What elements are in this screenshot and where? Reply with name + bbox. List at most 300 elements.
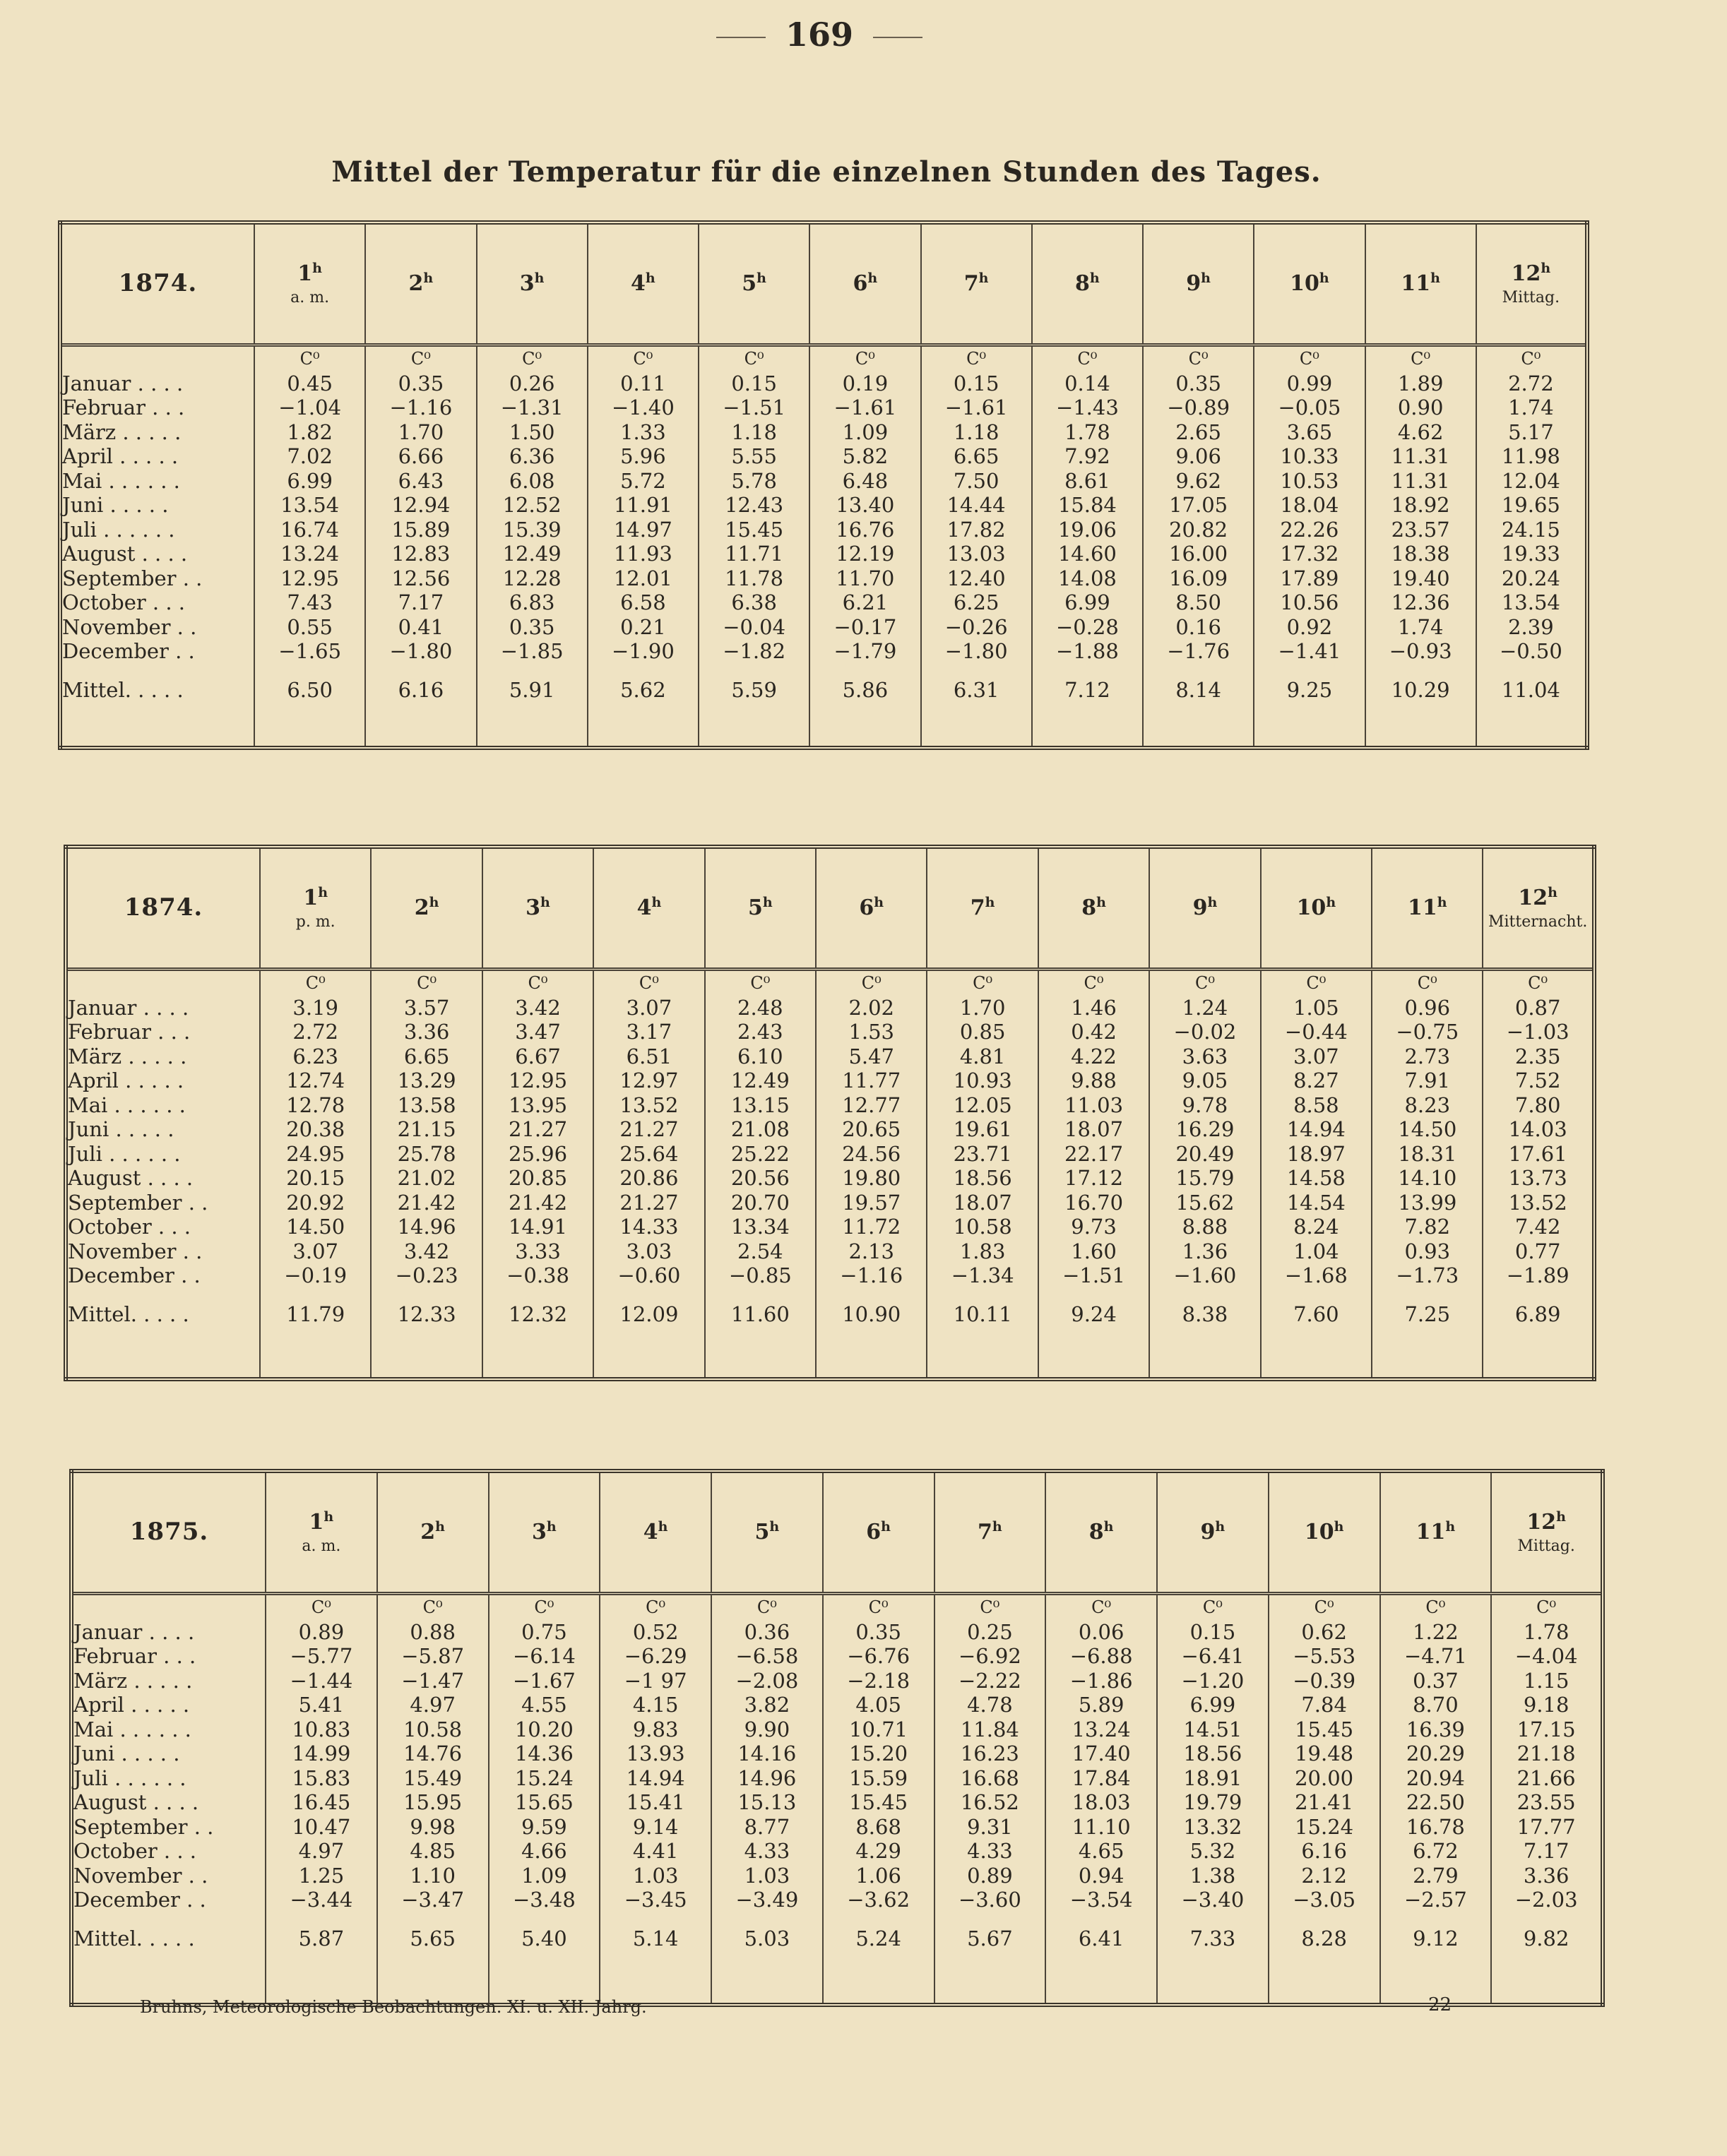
mittel-label: Mittel. . . . .	[73, 1926, 195, 1950]
temperature-value: 12.43	[725, 493, 784, 517]
temperature-value: 9.98	[410, 1814, 456, 1839]
temperature-value: 19.40	[1391, 566, 1450, 590]
temperature-value: 15.24	[1295, 1814, 1354, 1839]
mittel-value: 12.33	[397, 1302, 456, 1326]
temperature-value: 16.78	[1406, 1814, 1465, 1839]
temperature-value: 12.36	[1391, 590, 1450, 614]
temperature-value: −0.02	[1173, 1020, 1237, 1044]
temperature-value: 2.79	[1413, 1863, 1459, 1888]
temperature-value: 8.68	[855, 1814, 901, 1839]
temperature-value: 3.03	[626, 1239, 672, 1263]
hour-subtitle: p. m.	[295, 913, 336, 931]
unit-label: C⁰	[1425, 1597, 1446, 1617]
temperature-value: 8.61	[1064, 468, 1110, 493]
hour-column	[1380, 1594, 1492, 2006]
temperature-value: 6.51	[626, 1044, 672, 1068]
temperature-value: 4.41	[632, 1839, 679, 1863]
mittel-value: 8.38	[1182, 1302, 1228, 1326]
temperature-value: −1.16	[389, 395, 453, 419]
temperature-value: 6.72	[1413, 1839, 1459, 1863]
unit-label: C⁰	[1188, 349, 1209, 369]
hour-column	[482, 970, 593, 1380]
hour-column	[489, 1594, 600, 2006]
temperature-value: −5.87	[401, 1644, 465, 1668]
unit-label: C⁰	[534, 1597, 554, 1617]
temperature-value: 0.15	[731, 371, 777, 395]
temperature-value: 17.82	[946, 517, 1006, 542]
temperature-value: 2.72	[292, 1020, 338, 1044]
temperature-value: 6.23	[292, 1044, 338, 1068]
temperature-table	[69, 1469, 1605, 2007]
temperature-value: 0.89	[967, 1863, 1013, 1888]
temperature-value: 18.92	[1391, 493, 1450, 517]
temperature-value: 20.56	[730, 1166, 790, 1190]
temperature-value: 12.97	[619, 1068, 679, 1092]
mittel-value: 11.04	[1501, 677, 1560, 702]
mittel-value: 7.60	[1293, 1302, 1339, 1326]
temperature-value: 4.62	[1397, 419, 1444, 444]
temperature-value: 20.49	[1175, 1141, 1235, 1166]
temperature-value: −6.92	[958, 1644, 1021, 1668]
temperature-value: −1.34	[951, 1263, 1014, 1287]
temperature-value: 14.08	[1057, 566, 1117, 590]
unit-label: C⁰	[422, 1597, 443, 1617]
temperature-value: 0.14	[1064, 371, 1110, 395]
temperature-value: 5.17	[1508, 419, 1554, 444]
temperature-value: 21.18	[1517, 1741, 1576, 1765]
temperature-value: −2.18	[847, 1668, 910, 1693]
unit-label: C⁰	[1306, 973, 1327, 993]
unit-label: C⁰	[1299, 349, 1319, 369]
temperature-value: 6.21	[842, 590, 889, 614]
unit-label: C⁰	[1314, 1597, 1334, 1617]
mittel-value: 6.89	[1514, 1302, 1561, 1326]
month-label: October . . .	[62, 590, 186, 614]
table-year: 1875.	[129, 1518, 209, 1547]
temperature-value: 14.91	[509, 1215, 568, 1239]
temperature-value: 1.46	[1071, 995, 1117, 1020]
temperature-value: 0.94	[1078, 1863, 1124, 1888]
temperature-value: 13.73	[1508, 1166, 1567, 1190]
temperature-value: 20.24	[1501, 566, 1560, 590]
unit-label: C⁰	[410, 349, 431, 369]
temperature-value: 6.43	[398, 468, 444, 493]
temperature-value: 14.50	[1398, 1117, 1457, 1141]
hour-column	[365, 345, 476, 749]
temperature-value: 6.25	[953, 590, 999, 614]
unit-label: C⁰	[639, 973, 659, 993]
temperature-value: 0.62	[1301, 1619, 1347, 1644]
temperature-value: 13.32	[1183, 1814, 1242, 1839]
month-label: Februar . . .	[62, 395, 185, 419]
month-label: December . .	[68, 1263, 201, 1287]
temperature-value: 9.78	[1182, 1092, 1228, 1117]
temperature-value: 10.58	[403, 1717, 463, 1741]
temperature-value: 20.85	[509, 1166, 568, 1190]
temperature-value: 18.04	[1280, 493, 1339, 517]
temperature-value: 12.78	[286, 1092, 345, 1117]
temperature-value: 4.81	[959, 1044, 1006, 1068]
hour-subtitle: Mittag.	[1517, 1537, 1575, 1556]
temperature-value: 3.65	[1286, 419, 1333, 444]
unit-label: C⁰	[646, 1597, 666, 1617]
temperature-value: 4.29	[855, 1839, 901, 1863]
temperature-value: 0.42	[1071, 1020, 1117, 1044]
month-label: November . .	[68, 1239, 203, 1263]
temperature-value: 13.15	[730, 1092, 790, 1117]
temperature-value: −1.88	[1055, 639, 1119, 663]
temperature-value: 3.19	[292, 995, 338, 1020]
temperature-value: 22.26	[1280, 517, 1339, 542]
temperature-value: 0.35	[855, 1619, 901, 1644]
hour-column	[588, 345, 699, 749]
temperature-value: 14.94	[626, 1765, 685, 1790]
temperature-value: 21.42	[509, 1190, 568, 1215]
temperature-value: 12.28	[502, 566, 562, 590]
month-label: April . . . . .	[68, 1068, 184, 1092]
hour-column	[1045, 1594, 1157, 2006]
temperature-value: −3.54	[1069, 1888, 1133, 1912]
unit-label: C⁰	[305, 973, 326, 993]
unit-label: C⁰	[1077, 349, 1098, 369]
temperature-value: 3.42	[515, 995, 561, 1020]
temperature-value: 14.54	[1286, 1190, 1346, 1215]
month-label: April . . . . .	[73, 1693, 190, 1717]
temperature-value: −0.05	[1278, 395, 1341, 419]
temperature-value: −5.53	[1293, 1644, 1356, 1668]
temperature-value: 6.99	[1064, 590, 1110, 614]
temperature-value: 16.00	[1169, 542, 1228, 566]
temperature-value: −1.67	[512, 1668, 576, 1693]
temperature-value: 7.84	[1301, 1693, 1347, 1717]
temperature-value: 1.24	[1182, 995, 1228, 1020]
temperature-value: 24.15	[1501, 517, 1560, 542]
temperature-value: 11.84	[960, 1717, 1019, 1741]
temperature-value: 21.08	[730, 1117, 790, 1141]
temperature-value: 11.78	[725, 566, 784, 590]
temperature-value: 15.13	[737, 1790, 797, 1814]
mittel-value: 5.86	[842, 677, 889, 702]
temperature-value: 19.61	[953, 1117, 1012, 1141]
temperature-value: 12.95	[280, 566, 340, 590]
temperature-value: −0.60	[617, 1263, 681, 1287]
temperature-value: 18.56	[953, 1166, 1012, 1190]
hour-header: 7$^h$	[921, 222, 1032, 345]
temperature-value: 4.97	[298, 1839, 345, 1863]
temperature-value: 0.35	[1175, 371, 1221, 395]
temperature-value: 13.54	[280, 493, 340, 517]
hour-header: 10$^h$	[1261, 847, 1372, 970]
month-label: Juli . . . . . .	[68, 1141, 181, 1166]
hour-header: 12$^h$ Mitternacht.	[1483, 847, 1594, 970]
temperature-value: 15.45	[1295, 1717, 1354, 1741]
temperature-value: 12.05	[953, 1092, 1012, 1117]
temperature-value: −0.28	[1055, 614, 1119, 639]
temperature-value: −1.40	[611, 395, 675, 419]
hour-header: 6$^h$	[816, 847, 927, 970]
temperature-value: 15.59	[849, 1765, 908, 1790]
temperature-value: −1.44	[290, 1668, 353, 1693]
mittel-value: 5.62	[620, 677, 666, 702]
temperature-value: 19.57	[842, 1190, 901, 1215]
temperature-value: 0.21	[620, 614, 666, 639]
footer-signature: 22	[1428, 1994, 1452, 2015]
temperature-value: 6.99	[287, 468, 333, 493]
temperature-value: 20.92	[286, 1190, 345, 1215]
temperature-value: 1.33	[620, 419, 666, 444]
temperature-value: 1.03	[744, 1863, 790, 1888]
temperature-value: −1.43	[1055, 395, 1119, 419]
hour-column	[600, 1594, 711, 2006]
temperature-value: 0.92	[1286, 614, 1333, 639]
temperature-value: 2.43	[737, 1020, 783, 1044]
temperature-value: 19.79	[1183, 1790, 1242, 1814]
temperature-value: 15.84	[1057, 493, 1117, 517]
temperature-value: 21.15	[397, 1117, 456, 1141]
temperature-value: 12.95	[509, 1068, 568, 1092]
temperature-value: −0.38	[506, 1263, 569, 1287]
temperature-value: 18.38	[1391, 542, 1450, 566]
hour-column	[927, 970, 1038, 1380]
temperature-value: 16.45	[292, 1790, 351, 1814]
temperature-value: 3.47	[515, 1020, 561, 1044]
hour-column	[1038, 970, 1149, 1380]
hour-header: 5$^h$	[711, 1471, 823, 1594]
temperature-value: 12.74	[286, 1068, 345, 1092]
temperature-value: 6.10	[737, 1044, 783, 1068]
hour-column	[1372, 970, 1483, 1380]
temperature-value: 14.96	[397, 1215, 456, 1239]
temperature-value: 0.88	[410, 1619, 456, 1644]
temperature-value: 12.83	[391, 542, 451, 566]
temperature-value: 21.27	[619, 1117, 679, 1141]
hour-header: 11$^h$	[1372, 847, 1483, 970]
temperature-value: 15.65	[514, 1790, 574, 1814]
temperature-value: 10.56	[1280, 590, 1339, 614]
temperature-value: 10.33	[1280, 444, 1339, 468]
temperature-value: 14.51	[1183, 1717, 1242, 1741]
temperature-value: 6.08	[509, 468, 555, 493]
unit-label: C⁰	[1091, 1597, 1112, 1617]
mittel-value: 5.91	[509, 677, 555, 702]
temperature-value: 16.29	[1175, 1117, 1235, 1141]
temperature-value: 6.83	[509, 590, 555, 614]
temperature-value: 23.71	[953, 1141, 1012, 1166]
hour-column	[809, 345, 920, 749]
temperature-value: 9.59	[521, 1814, 567, 1839]
mittel-value: 5.14	[632, 1926, 679, 1950]
temperature-value: 6.16	[1301, 1839, 1347, 1863]
temperature-value: 19.33	[1501, 542, 1560, 566]
temperature-value: 1.53	[848, 1020, 895, 1044]
temperature-value: 20.94	[1406, 1765, 1465, 1790]
temperature-value: 1.38	[1189, 1863, 1236, 1888]
table-year: 1874.	[124, 893, 203, 922]
temperature-value: 6.67	[515, 1044, 561, 1068]
temperature-value: −3.48	[512, 1888, 576, 1912]
temperature-value: 17.05	[1169, 493, 1228, 517]
temperature-value: 7.42	[1514, 1215, 1561, 1239]
temperature-value: 10.58	[953, 1215, 1012, 1239]
hour-header: 4$^h$	[593, 847, 704, 970]
temperature-value: 3.33	[515, 1239, 561, 1263]
hour-header: 5$^h$	[705, 847, 816, 970]
temperature-value: 8.70	[1413, 1693, 1459, 1717]
unit-label: C⁰	[973, 973, 993, 993]
temperature-value: 1.22	[1413, 1619, 1459, 1644]
temperature-value: 1.10	[410, 1863, 456, 1888]
temperature-value: −1.73	[1396, 1263, 1459, 1287]
mittel-value: 12.32	[509, 1302, 568, 1326]
temperature-value: 6.36	[509, 444, 555, 468]
temperature-value: −3.45	[624, 1888, 687, 1912]
footer-citation: Bruhns, Meteorologische Beobachtungen. XI. u. XII. Jahrg.	[140, 1997, 647, 2017]
temperature-value: 13.99	[1398, 1190, 1457, 1215]
temperature-value: 14.44	[946, 493, 1006, 517]
temperature-value: 20.38	[286, 1117, 345, 1141]
temperature-value: 0.36	[744, 1619, 790, 1644]
hour-column	[1269, 1594, 1380, 2006]
mittel-value: 8.14	[1175, 677, 1221, 702]
temperature-value: 5.89	[1078, 1693, 1124, 1717]
mittel-value: 8.28	[1301, 1926, 1347, 1950]
temperature-value: −0.93	[1389, 639, 1452, 663]
temperature-value: 12.56	[391, 566, 451, 590]
unit-label: C⁰	[1536, 1597, 1557, 1617]
temperature-value: −2.57	[1403, 1888, 1467, 1912]
hour-column	[699, 345, 809, 749]
temperature-value: 5.32	[1189, 1839, 1236, 1863]
temperature-value: 11.70	[836, 566, 895, 590]
temperature-value: 7.02	[287, 444, 333, 468]
temperature-value: 1.60	[1071, 1239, 1117, 1263]
temperature-value: 7.82	[1404, 1215, 1451, 1239]
hour-column	[593, 970, 704, 1380]
hour-header: 8$^h$	[1032, 222, 1143, 345]
temperature-value: 5.55	[731, 444, 777, 468]
month-label: März . . . . .	[68, 1044, 187, 1068]
temperature-value: 3.17	[626, 1020, 672, 1044]
temperature-value: 7.17	[398, 590, 444, 614]
month-label: August . . . .	[68, 1166, 194, 1190]
hour-column	[1365, 345, 1476, 749]
temperature-value: 1.09	[521, 1863, 567, 1888]
temperature-value: 25.78	[397, 1141, 456, 1166]
temperature-value: 3.36	[403, 1020, 450, 1044]
unit-label: C⁰	[756, 1597, 777, 1617]
temperature-value: 16.68	[960, 1765, 1019, 1790]
temperature-value: 13.24	[280, 542, 340, 566]
temperature-value: 14.99	[292, 1741, 351, 1765]
hour-header: 8$^h$	[1045, 1471, 1157, 1594]
temperature-value: 18.07	[1064, 1117, 1124, 1141]
temperature-value: 7.80	[1514, 1092, 1561, 1117]
temperature-value: −0.23	[395, 1263, 458, 1287]
hour-column	[823, 1594, 934, 2006]
temperature-value: 6.48	[842, 468, 889, 493]
unit-label: C⁰	[1411, 349, 1431, 369]
temperature-value: 22.17	[1064, 1141, 1124, 1166]
temperature-value: 2.73	[1404, 1044, 1451, 1068]
hour-column	[1483, 970, 1594, 1380]
unit-label: C⁰	[311, 1597, 331, 1617]
temperature-value: −2.08	[735, 1668, 799, 1693]
temperature-value: 9.83	[632, 1717, 679, 1741]
temperature-value: 13.52	[619, 1092, 679, 1117]
month-label: Januar . . . .	[73, 1619, 195, 1644]
temperature-value: 11.03	[1064, 1092, 1124, 1117]
temperature-value: 3.07	[1293, 1044, 1339, 1068]
mittel-value: 5.87	[298, 1926, 345, 1950]
temperature-value: 0.41	[398, 614, 444, 639]
temperature-value: 9.14	[632, 1814, 679, 1839]
temperature-value: 14.97	[613, 517, 672, 542]
hour-header: 11$^h$	[1380, 1471, 1492, 1594]
mittel-value: 5.67	[967, 1926, 1013, 1950]
temperature-value: 17.32	[1280, 542, 1339, 566]
hour-column	[1149, 970, 1260, 1380]
temperature-value: −1.90	[611, 639, 675, 663]
hour-column	[477, 345, 588, 749]
unit-label: C⁰	[633, 349, 653, 369]
temperature-value: 12.49	[502, 542, 562, 566]
month-label: Juni . . . . .	[73, 1741, 180, 1765]
month-label: Juli . . . . . .	[62, 517, 175, 542]
hour-column	[371, 970, 482, 1380]
temperature-value: 2.48	[737, 995, 783, 1020]
temperature-value: 12.77	[842, 1092, 901, 1117]
temperature-value: 17.40	[1072, 1741, 1131, 1765]
temperature-value: 18.97	[1286, 1141, 1346, 1166]
temperature-value: 20.15	[286, 1166, 345, 1190]
temperature-value: 0.06	[1078, 1619, 1124, 1644]
temperature-value: −1.51	[1062, 1263, 1125, 1287]
mittel-value: 6.31	[953, 677, 999, 702]
temperature-value: 0.37	[1413, 1668, 1459, 1693]
temperature-value: 2.39	[1508, 614, 1554, 639]
month-label: August . . . .	[62, 542, 188, 566]
unit-label: C⁰	[299, 349, 320, 369]
temperature-value: −1.20	[1181, 1668, 1245, 1693]
temperature-value: 19.65	[1501, 493, 1560, 517]
hour-column	[254, 345, 365, 749]
temperature-value: 12.04	[1501, 468, 1560, 493]
month-label: December . .	[62, 639, 195, 663]
temperature-value: 8.23	[1404, 1092, 1451, 1117]
temperature-value: 21.27	[509, 1117, 568, 1141]
temperature-value: 15.45	[725, 517, 784, 542]
mittel-value: 9.24	[1071, 1302, 1117, 1326]
hour-header: 6$^h$	[823, 1471, 934, 1594]
temperature-value: 0.87	[1514, 995, 1561, 1020]
temperature-value: 13.93	[626, 1741, 685, 1765]
temperature-value: 9.62	[1175, 468, 1221, 493]
temperature-value: 15.41	[626, 1790, 685, 1814]
temperature-value: 19.48	[1295, 1741, 1354, 1765]
temperature-value: 5.72	[620, 468, 666, 493]
temperature-value: 3.42	[403, 1239, 450, 1263]
hour-column	[1491, 1594, 1603, 2006]
temperature-value: 0.35	[509, 614, 555, 639]
temperature-value: 0.52	[632, 1619, 679, 1644]
mittel-value: 7.25	[1404, 1302, 1451, 1326]
temperature-value: 23.55	[1517, 1790, 1576, 1814]
month-label: Juli . . . . . .	[73, 1765, 186, 1790]
temperature-value: 25.96	[509, 1141, 568, 1166]
temperature-value: 15.95	[403, 1790, 463, 1814]
temperature-value: 14.16	[737, 1741, 797, 1765]
temperature-value: 13.03	[946, 542, 1006, 566]
